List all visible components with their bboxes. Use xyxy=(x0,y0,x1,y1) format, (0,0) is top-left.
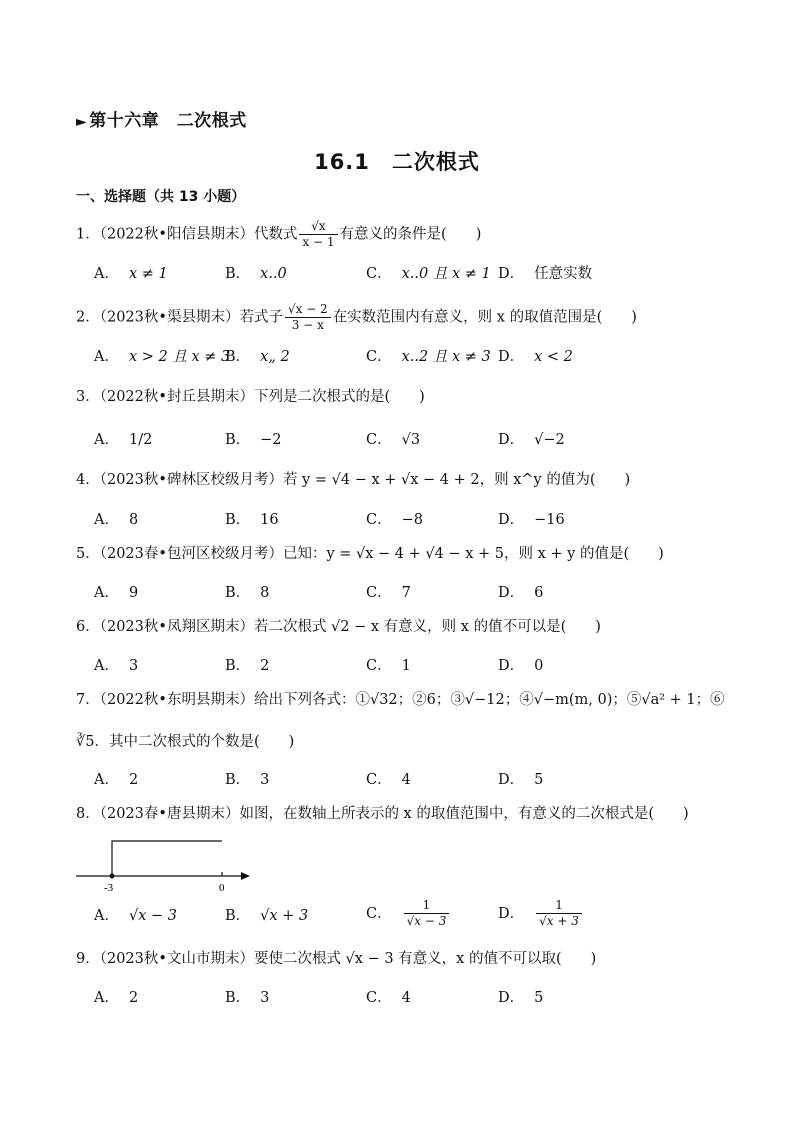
options-8 xyxy=(94,898,774,928)
question-4 xyxy=(76,468,630,492)
right-tick-label: 0 xyxy=(219,882,225,894)
option-text: −16 xyxy=(534,512,565,528)
option-a[interactable] xyxy=(94,904,177,925)
question-number: 1． xyxy=(76,226,100,243)
question-source: （2023秋•碑林区校级月考） xyxy=(99,472,283,488)
option-a[interactable] xyxy=(94,508,138,529)
option-a[interactable] xyxy=(94,428,152,449)
option-text: 1 xyxy=(401,658,411,674)
option-label: D． xyxy=(498,585,525,601)
option-c[interactable] xyxy=(366,428,420,449)
option-a[interactable] xyxy=(94,345,230,366)
option-label: A． xyxy=(94,585,119,601)
option-text: √x + 3 xyxy=(260,908,309,924)
option-text: 3 xyxy=(260,772,270,788)
option-a[interactable] xyxy=(94,262,168,283)
option-a[interactable] xyxy=(94,768,138,789)
option-label: C． xyxy=(366,266,392,282)
option-label: B． xyxy=(225,990,251,1006)
page-title: 16.1 二次根式 xyxy=(314,150,480,174)
option-label: A． xyxy=(94,432,119,448)
options-3 xyxy=(94,428,774,452)
question-2 xyxy=(76,302,637,333)
option-b[interactable] xyxy=(225,345,290,366)
options-6 xyxy=(94,654,774,678)
option-label: A． xyxy=(94,512,119,528)
question-number: 2． xyxy=(76,309,100,326)
option-b[interactable] xyxy=(225,262,287,283)
option-text: x > 2 且 x ≠ 3 xyxy=(128,349,231,365)
option-text: 9 xyxy=(128,585,139,601)
option-text: 3 xyxy=(260,990,270,1006)
option-c[interactable] xyxy=(366,581,411,602)
option-b[interactable] xyxy=(225,428,282,449)
option-text: 4 xyxy=(401,772,411,788)
question-7 xyxy=(76,688,725,712)
option-b[interactable] xyxy=(225,986,269,1007)
question-source: （2023春•唐县期末） xyxy=(99,806,240,822)
option-text: 3 xyxy=(128,658,139,674)
option-a[interactable] xyxy=(94,654,138,675)
question-6 xyxy=(76,615,601,639)
option-b[interactable] xyxy=(225,654,269,675)
option-text: 8 xyxy=(260,585,270,601)
option-text: 5 xyxy=(534,772,544,788)
option-d[interactable] xyxy=(498,345,573,366)
option-b[interactable] xyxy=(225,581,269,602)
option-d[interactable] xyxy=(498,581,543,602)
number-line-arrow-icon xyxy=(241,872,250,880)
option-text: x..2 且 x ≠ 3 xyxy=(401,349,491,365)
left-tick-label: -3 xyxy=(104,882,114,894)
option-text: 1/2 xyxy=(128,432,153,448)
option-label: D． xyxy=(498,905,525,922)
section-heading: 一、选择题（共 13 小题） xyxy=(76,189,246,205)
option-label: B． xyxy=(225,349,251,365)
option-text: 任意实数 xyxy=(534,266,593,282)
option-label: B． xyxy=(225,266,251,282)
question-1 xyxy=(76,219,481,250)
fraction-expression xyxy=(285,302,331,333)
option-text: −8 xyxy=(401,512,423,528)
option-label: A． xyxy=(94,266,119,282)
option-text: 7 xyxy=(401,585,411,601)
question-number: 4． xyxy=(76,472,100,488)
option-text: 16 xyxy=(260,512,279,528)
fraction-denominator: √x + 3 xyxy=(539,914,579,928)
question-source: （2022秋•东明县期末） xyxy=(99,692,254,708)
question-5 xyxy=(76,542,664,566)
option-text: 5 xyxy=(534,990,544,1006)
option-b[interactable] xyxy=(225,904,308,925)
option-text: √x − 3 xyxy=(128,908,177,924)
option-d[interactable] xyxy=(498,768,543,789)
fraction-numerator: 1 xyxy=(536,898,582,914)
question-source: （2023秋•文山市期末） xyxy=(99,951,254,967)
question-text: 有意义的条件是( ) xyxy=(339,226,482,243)
question-text: 若 y = √4 − x + √x − 4 + 2，则 x^y 的值为( ) xyxy=(282,472,631,488)
option-text: √−2 xyxy=(534,432,565,448)
fraction-expression xyxy=(299,219,337,250)
question-source: （2023春•包河区校级月考） xyxy=(99,546,283,562)
options-1 xyxy=(94,262,774,286)
option-label: D． xyxy=(498,990,525,1006)
option-b[interactable] xyxy=(225,508,279,529)
option-d[interactable] xyxy=(498,654,543,675)
question-source: （2022秋•阳信县期末） xyxy=(99,226,254,243)
question-text: 已知：y = √x − 4 + √4 − x + 5，则 x + y 的值是( ) xyxy=(282,546,664,562)
question-text: 要使二次根式 √x − 3 有意义，x 的值不可以取( ) xyxy=(253,951,597,967)
option-label: C． xyxy=(366,905,392,922)
option-c[interactable] xyxy=(366,345,491,366)
question-number: 7． xyxy=(76,692,100,708)
chapter-heading xyxy=(76,106,247,131)
option-label: A． xyxy=(94,990,119,1006)
question-text: 若二次根式 √2 − x 有意义，则 x 的值不可以是( ) xyxy=(253,619,601,635)
question-number: 8． xyxy=(76,806,100,822)
question-9 xyxy=(76,947,596,971)
option-label: D． xyxy=(498,658,525,674)
option-text: 2 xyxy=(128,990,139,1006)
option-label: B． xyxy=(225,585,251,601)
option-label: D． xyxy=(498,512,525,528)
options-5 xyxy=(94,581,774,605)
question-number: 6． xyxy=(76,619,100,635)
option-label: B． xyxy=(225,772,251,788)
option-label: A． xyxy=(94,349,119,365)
option-c[interactable] xyxy=(366,262,491,283)
question-number: 3． xyxy=(76,389,100,405)
fraction-denominator: 3 − x xyxy=(291,318,324,332)
option-label: A． xyxy=(94,772,119,788)
option-text: 0 xyxy=(534,658,544,674)
option-text: √3 xyxy=(401,432,421,448)
number-line-figure xyxy=(70,836,260,896)
option-c[interactable] xyxy=(366,986,411,1007)
option-label: A． xyxy=(94,658,119,674)
option-label: B． xyxy=(225,432,251,448)
option-text: x < 2 xyxy=(534,349,573,365)
option-text: 8 xyxy=(128,512,139,528)
fraction-expression xyxy=(536,898,582,929)
option-c[interactable] xyxy=(366,508,423,529)
question-source: （2022秋•封丘县期末） xyxy=(99,389,254,405)
options-4 xyxy=(94,508,774,532)
question-text: 给出下列各式：①√32；②6；③√−12；④√−m(m, 0)；⑤√a² + 1；⑥ xyxy=(253,692,725,708)
option-label: B． xyxy=(225,658,251,674)
option-label: B． xyxy=(225,512,251,528)
option-d[interactable] xyxy=(498,262,592,283)
question-text: 下列是二次根式的是( ) xyxy=(253,389,425,405)
fraction-denominator: √x − 3 xyxy=(406,914,447,928)
option-c[interactable] xyxy=(366,898,451,929)
question-7-continued xyxy=(76,730,294,754)
option-label: D． xyxy=(498,349,525,365)
option-d[interactable] xyxy=(498,986,543,1007)
question-text: 若式子 xyxy=(239,309,283,326)
question-text: 代数式 xyxy=(253,226,298,243)
option-label: B． xyxy=(225,908,251,924)
option-label: C． xyxy=(366,585,392,601)
chapter-title: 第十六章 二次根式 xyxy=(89,111,247,131)
option-text: 4 xyxy=(401,990,411,1006)
fraction-numerator: √x xyxy=(299,219,337,235)
option-c[interactable] xyxy=(366,654,411,675)
option-label: C． xyxy=(366,349,392,365)
option-label: C． xyxy=(366,658,392,674)
question-source: （2023秋•凤翔区期末） xyxy=(99,619,254,635)
question-text: 如图，在数轴上所表示的 x 的取值范围中，有意义的二次根式是( ) xyxy=(239,806,689,822)
fraction-expression xyxy=(404,898,450,929)
range-bracket xyxy=(112,841,222,876)
fraction-denominator: x − 1 xyxy=(302,235,335,249)
question-8 xyxy=(76,802,689,826)
option-d[interactable] xyxy=(498,428,565,449)
option-a[interactable] xyxy=(94,581,138,602)
option-label: D． xyxy=(498,432,525,448)
option-text: x ≠ 1 xyxy=(128,266,168,282)
option-text: −2 xyxy=(260,432,282,448)
option-label: D． xyxy=(498,266,525,282)
option-c[interactable] xyxy=(366,768,411,789)
option-text: x„ 2 xyxy=(260,349,290,365)
fraction-numerator: 1 xyxy=(404,898,450,914)
question-number: 9． xyxy=(76,951,100,967)
question-text: 在实数范围内有意义，则 x 的取值范围是( ) xyxy=(332,309,637,326)
option-b[interactable] xyxy=(225,768,269,789)
question-text: ∛5．其中二次根式的个数是( ) xyxy=(76,734,295,750)
options-7 xyxy=(94,768,774,792)
triangle-marker-icon: ► xyxy=(76,114,88,130)
question-number: 5． xyxy=(76,546,100,562)
option-text: x..0 xyxy=(260,266,287,282)
option-d[interactable] xyxy=(498,508,565,529)
option-text: x..0 且 x ≠ 1 xyxy=(401,266,491,282)
option-text: 2 xyxy=(260,658,270,674)
option-label: D． xyxy=(498,772,525,788)
option-text: 6 xyxy=(534,585,544,601)
question-source: （2023秋•渠县期末） xyxy=(99,309,240,326)
option-a[interactable] xyxy=(94,986,138,1007)
question-3 xyxy=(76,385,425,409)
option-label: C． xyxy=(366,772,392,788)
option-text: 2 xyxy=(128,772,139,788)
option-label: A． xyxy=(94,908,119,924)
option-label: C． xyxy=(366,432,392,448)
option-label: C． xyxy=(366,512,392,528)
option-label: C． xyxy=(366,990,392,1006)
options-2 xyxy=(94,345,774,369)
option-d[interactable] xyxy=(498,898,584,929)
options-9 xyxy=(94,986,774,1010)
solid-point-marker xyxy=(110,874,115,879)
fraction-numerator: √x − 2 xyxy=(285,302,331,318)
